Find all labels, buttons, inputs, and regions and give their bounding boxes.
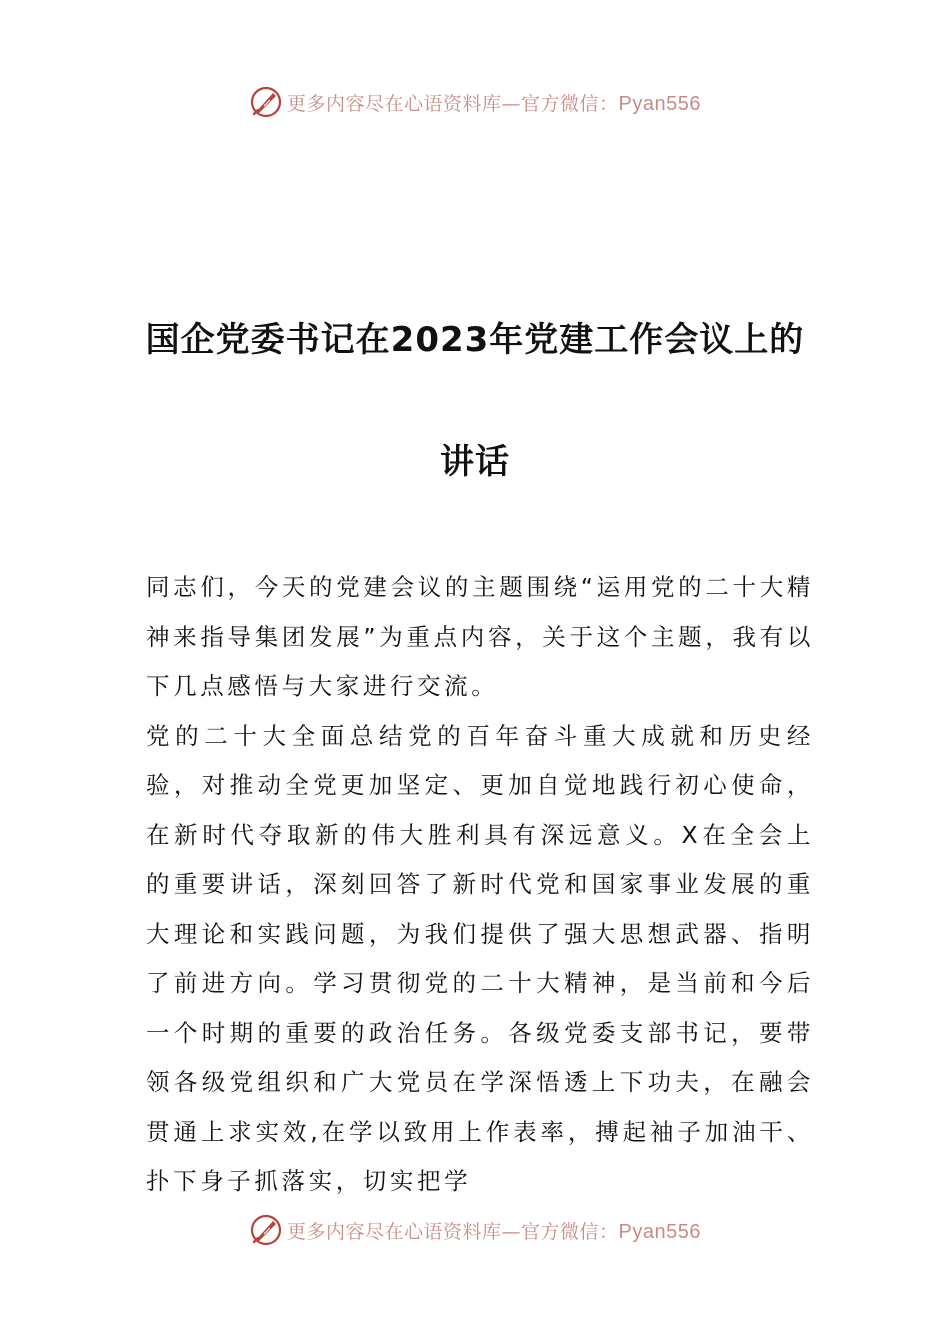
footer-watermark: [0, 1210, 950, 1250]
document-body: [146, 563, 814, 1207]
document-title-line-2: 讲话: [440, 442, 510, 482]
document-title-line-1: 国企党委书记在2023年党建工作会议上的: [145, 320, 805, 360]
body-paragraph-1: 同志们，今天的党建会议的主题围绕“运用党的二十大精神来指导集团发展”为重点内容，关于这个主题，我有以下几点感悟与大家进行交流。: [146, 573, 814, 700]
body-paragraph-2: 党的二十大全面总结党的百年奋斗重大成就和历史经验，对推动全党更加坚定、更加自觉地践行初心使命，在新时代夺取新的伟大胜利具有深远意义。X在全会上的重要讲话，深刻回答了新时代党和国家事业发展的重大理论和实践问题，为我们提供了强大思想武器、指明了前进方向。学习贯彻党的二十大精神，是当前和今后一个时期的重要的政治任务。各级党委支部书记，要带领各级党组织和广大党员在学深悟透上下功夫，在融会贯通上求实效,在学以致用上作表率，搏起袖子加油干、扑下身子抓落实，切实把学: [146, 721, 814, 1195]
watermark-text: 更多内容尽在心语资料库—官方微信：Pyan556: [287, 92, 701, 115]
header-watermark: [0, 82, 950, 122]
watermark-text: 更多内容尽在心语资料库—官方微信：Pyan556: [287, 1220, 701, 1243]
quill-pen-logo-icon: [249, 85, 283, 119]
quill-pen-logo-icon: [249, 1213, 283, 1247]
